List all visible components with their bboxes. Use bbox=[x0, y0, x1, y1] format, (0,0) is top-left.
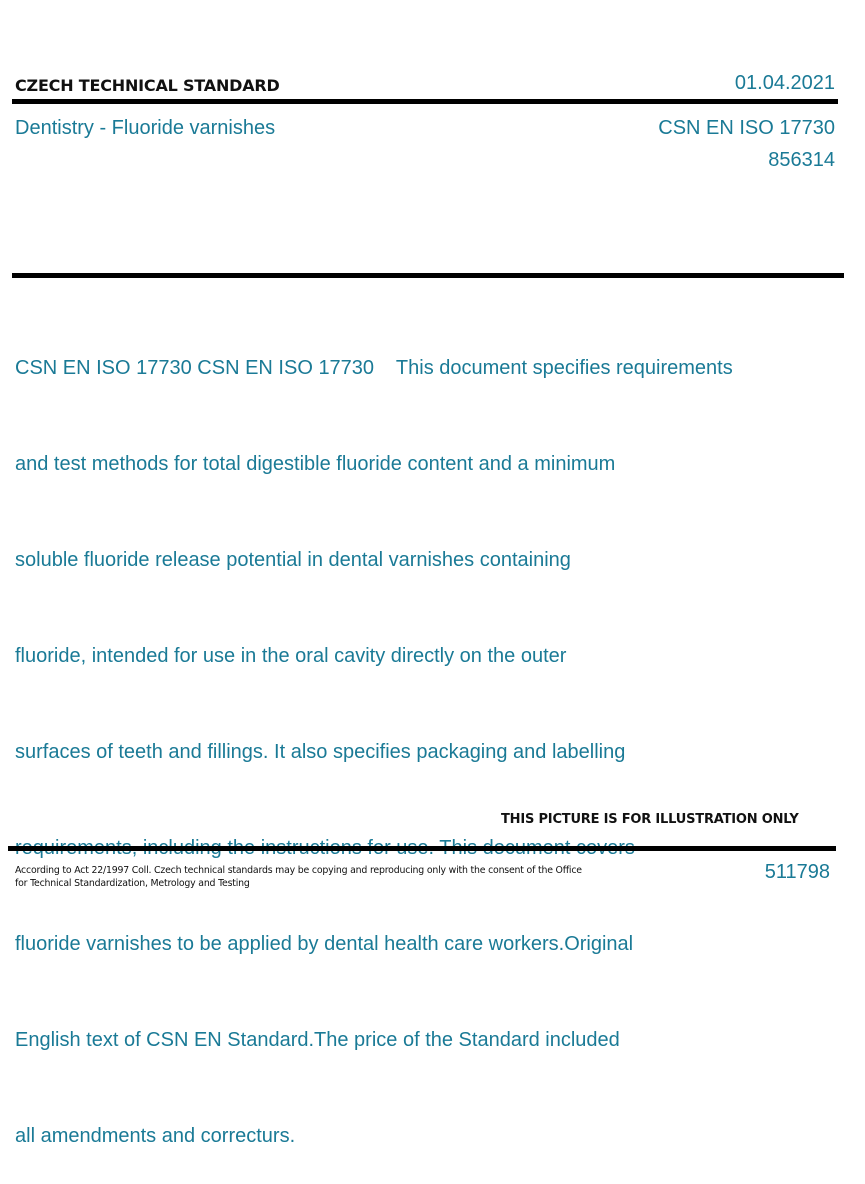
abstract-text bbox=[15, 288, 805, 1184]
document-title: Dentistry - Fluoride varnishes bbox=[15, 117, 276, 139]
publication-date: 01.04.2021 bbox=[734, 72, 835, 94]
abstract-line: fluoride, intended for use in the oral cavity directly on the outer bbox=[15, 645, 567, 667]
top-divider bbox=[12, 99, 838, 104]
abstract-line: and test methods for total digestible fluoride content and a minimum bbox=[15, 453, 616, 475]
middle-divider bbox=[12, 273, 844, 278]
catalog-number: 856314 bbox=[768, 149, 835, 171]
standard-type-heading: CZECH TECHNICAL STANDARD bbox=[15, 76, 280, 95]
legal-notice-line: According to Act 22/1997 Coll. Czech technical standards may be copying and reproducing only with the consent of the Office bbox=[15, 865, 582, 876]
legal-notice bbox=[15, 864, 590, 890]
illustration-disclaimer: THIS PICTURE IS FOR ILLUSTRATION ONLY bbox=[501, 812, 799, 827]
abstract-line: soluble fluoride release potential in dental varnishes containing bbox=[15, 549, 571, 571]
legal-notice-line: for Technical Standardization, Metrology and Testing bbox=[15, 878, 250, 889]
bottom-divider bbox=[8, 846, 836, 851]
abstract-line: fluoride varnishes to be applied by dental health care workers.Original bbox=[15, 933, 634, 955]
footer-number: 511798 bbox=[764, 861, 830, 883]
abstract-line: CSN EN ISO 17730 CSN EN ISO 17730 This document specifies requirements bbox=[15, 357, 733, 379]
abstract-line: surfaces of teeth and fillings. It also specifies packaging and labelling bbox=[15, 741, 626, 763]
abstract-line: all amendments and correcturs. bbox=[15, 1125, 296, 1147]
standard-number: CSN EN ISO 17730 bbox=[658, 117, 835, 139]
abstract-line: English text of CSN EN Standard.The price of the Standard included bbox=[15, 1029, 620, 1051]
